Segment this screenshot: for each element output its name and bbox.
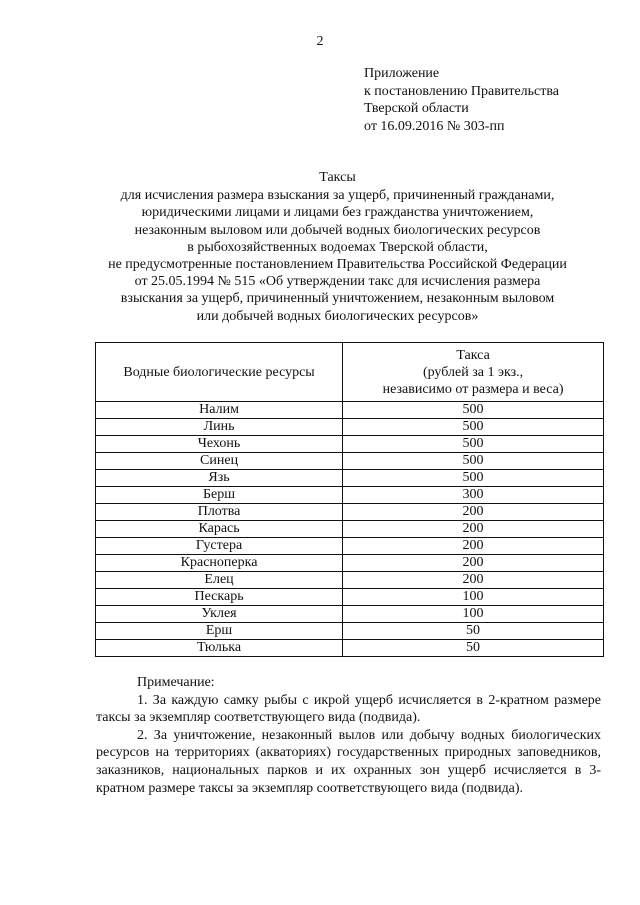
resource-name-cell: Пескарь xyxy=(96,589,343,606)
column-header-resources: Водные биологические ресурсы xyxy=(96,343,343,402)
table-row xyxy=(96,453,604,470)
resource-name-cell: Линь xyxy=(96,419,343,436)
column-header-fee xyxy=(343,343,604,402)
resource-name-cell: Берш xyxy=(96,487,343,504)
page-number: 2 xyxy=(316,34,324,49)
table-row xyxy=(96,572,604,589)
resource-name-cell: Язь xyxy=(96,470,343,487)
fee-header-line: Такса xyxy=(456,347,490,363)
table-row xyxy=(96,521,604,538)
table-row xyxy=(96,487,604,504)
fee-value-cell: 300 xyxy=(343,487,604,504)
resource-name-cell: Налим xyxy=(96,402,343,419)
notes-block xyxy=(96,674,601,797)
resource-name-cell: Уклея xyxy=(96,606,343,623)
table-row xyxy=(96,402,604,419)
table-row xyxy=(96,606,604,623)
fee-header-line: (рублей за 1 экз., xyxy=(422,364,524,380)
note-item: 1. За каждую самку рыбы с икрой ущерб исчисляется в 2-кратном размере таксы за экземпляр соответствующего вида (подвида). xyxy=(96,692,601,726)
fee-value-cell: 200 xyxy=(343,504,604,521)
resource-name-cell: Карась xyxy=(96,521,343,538)
resource-name-cell: Густера xyxy=(96,538,343,555)
title-line: для исчисления размера взыскания за ущерб, причиненный гражданами, xyxy=(120,188,555,204)
title-line: или добычей водных биологических ресурсов» xyxy=(196,308,479,324)
document-title: Таксы xyxy=(319,170,356,185)
fee-header-line: независимо от размера и веса) xyxy=(382,381,564,397)
resource-name-cell: Тюлька xyxy=(96,640,343,657)
title-line: незаконным выловом или добычей водных биологических ресурсов xyxy=(134,222,541,238)
title-line: не предусмотренные постановлением Правительства Российской Федерации xyxy=(108,257,567,273)
table-row xyxy=(96,470,604,487)
table-body xyxy=(96,402,604,657)
fee-value-cell: 200 xyxy=(343,538,604,555)
appendix-block xyxy=(364,65,559,135)
notes-title: Примечание: xyxy=(137,675,215,690)
table-row xyxy=(96,623,604,640)
title-line: взыскания за ущерб, причиненный уничтожением, незаконным выловом xyxy=(120,291,555,307)
fee-value-cell: 500 xyxy=(343,453,604,470)
fee-value-cell: 500 xyxy=(343,419,604,436)
resource-name-cell: Синец xyxy=(96,453,343,470)
table-row xyxy=(96,555,604,572)
document-title-block xyxy=(70,169,605,325)
table-row xyxy=(96,538,604,555)
fee-value-cell: 50 xyxy=(343,640,604,657)
fees-table xyxy=(95,342,604,657)
fee-value-cell: 100 xyxy=(343,606,604,623)
appendix-date-line: от 16.09.2016 № 303-пп xyxy=(364,118,505,134)
table-row xyxy=(96,504,604,521)
appendix-line: к постановлению Правительства xyxy=(364,83,560,99)
fee-value-cell: 200 xyxy=(343,572,604,589)
fee-value-cell: 100 xyxy=(343,589,604,606)
note-item: 2. За уничтожение, незаконный вылов или добычу водных биологических ресурсов на территориях (акваториях) государственных природных заповедников, заказников, национальных парков и их охранных зон ущерб исчисляется в 3-кратном размере таксы за экземпляр соответствующего вида (подвида). xyxy=(96,727,601,796)
resource-name-cell: Красноперка xyxy=(96,555,343,572)
appendix-line: Приложение xyxy=(364,66,440,81)
fee-value-cell: 500 xyxy=(343,470,604,487)
table-header-row xyxy=(96,343,604,402)
title-line: юридическими лицами и лицами без гражданства уничтожением, xyxy=(141,205,534,221)
appendix-line: Тверской области xyxy=(364,101,469,116)
resource-name-cell: Ерш xyxy=(96,623,343,640)
fee-value-cell: 200 xyxy=(343,521,604,538)
table-row xyxy=(96,640,604,657)
table-row xyxy=(96,589,604,606)
fee-value-cell: 50 xyxy=(343,623,604,640)
title-line: от 25.05.1994 № 515 «Об утверждении такс для исчисления размера xyxy=(134,274,541,290)
fee-value-cell: 200 xyxy=(343,555,604,572)
fee-value-cell: 500 xyxy=(343,436,604,453)
fee-value-cell: 500 xyxy=(343,402,604,419)
table-row xyxy=(96,436,604,453)
resource-name-cell: Чехонь xyxy=(96,436,343,453)
table-row xyxy=(96,419,604,436)
resource-name-cell: Елец xyxy=(96,572,343,589)
title-line: в рыбохозяйственных водоемах Тверской области, xyxy=(187,239,488,255)
resource-name-cell: Плотва xyxy=(96,504,343,521)
